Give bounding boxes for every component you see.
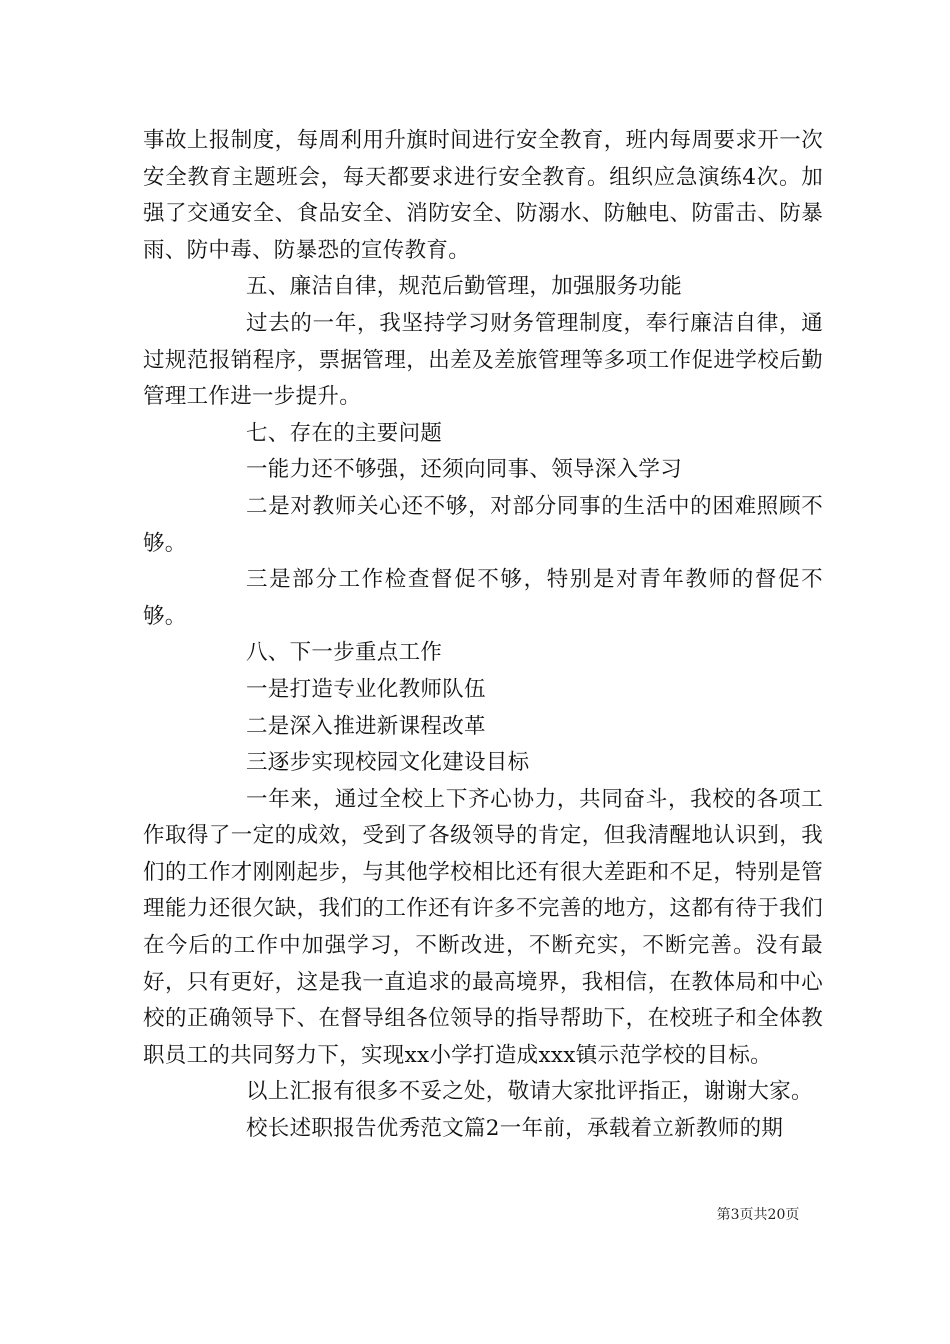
- paragraph: 过去的一年，我坚持学习财务管理制度，奉行廉洁自律，通过规范报销程序，票据管理，出差及差旅管理等多项工作促进学校后勤管理工作进一步提升。: [143, 310, 823, 410]
- list-item: 三逐步实现校园文化建设目标: [246, 750, 530, 776]
- section-heading: 七、存在的主要问题: [246, 420, 443, 446]
- paragraph: 校长述职报告优秀范文篇2一年前，承载着立新教师的期: [246, 1116, 784, 1142]
- paragraph: 以上汇报有很多不妥之处，敬请大家批评指正，谢谢大家。: [246, 1079, 813, 1105]
- section-heading: 八、下一步重点工作: [246, 640, 443, 666]
- paragraph: 一年来，通过全校上下齐心协力，共同奋斗，我校的各项工作取得了一定的成效，受到了各级领导的肯定，但我清醒地认识到，我们的工作才刚刚起步，与其他学校相比还有很大差距和不足，特别是管理能力还很欠缺，我们的工作还有许多不完善的地方，这都有待于我们在今后的工作中加强学习，不断改进，不断充实，不断完善。没有最好，只有更好，这是我一直追求的最高境界，我相信，在教体局和中心校的正确领导下、在督导组各位领导的指导帮助下，在校班子和全体教职员工的共同努力下，实现xx小学打造成xxx镇示范学校的目标。: [143, 786, 823, 1068]
- list-item: 一能力还不够强，还须向同事、领导深入学习: [246, 457, 683, 483]
- list-item: 二是深入推进新课程改革: [246, 713, 486, 739]
- document-body: [143, 123, 823, 1148]
- page-number: 第3页共20页: [716, 1207, 800, 1223]
- list-item: 二是对教师关心还不够，对部分同事的生活中的困难照顾不够。: [143, 493, 823, 556]
- section-heading: 五、廉洁自律，规范后勤管理，加强服务功能: [246, 274, 683, 300]
- list-item: 三是部分工作检查督促不够，特别是对青年教师的督促不够。: [143, 567, 823, 629]
- page-footer: [0, 1204, 950, 1224]
- paragraph: 事故上报制度，每周利用升旗时间进行安全教育，班内每周要求开一次安全教育主题班会，每天都要求进行安全教育。组织应急演练4次。加强了交通安全、食品安全、消防安全、防溺水、防触电、防雷击、防暴雨、防中毒、防暴恐的宣传教育。: [143, 128, 823, 263]
- list-item: 一是打造专业化教师队伍: [246, 676, 486, 702]
